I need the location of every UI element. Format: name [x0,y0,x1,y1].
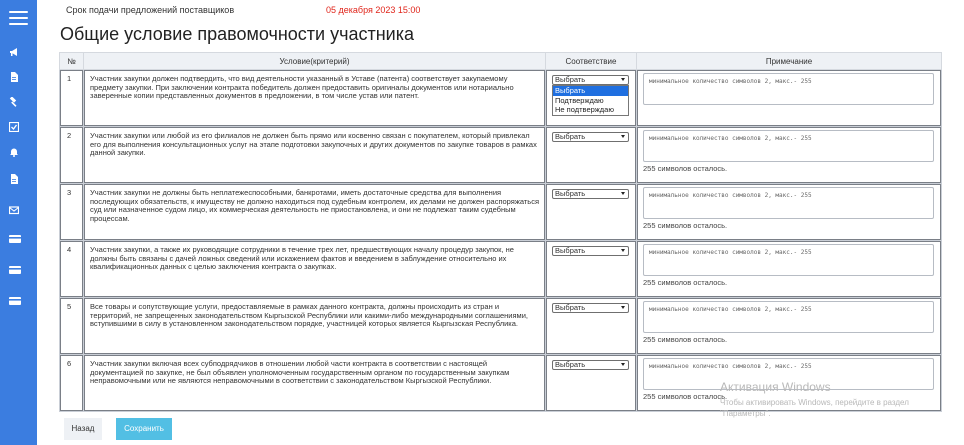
note-textarea[interactable]: минимальное количество символов 2, макс.- 255 [643,301,934,333]
table-row [60,70,942,127]
chevron-down-icon [621,306,625,309]
deadline-label: Срок подачи предложений поставщиков [66,5,235,15]
condition-text: Участник закупки включая всех субподрядчиков в отношении любой части контракта в соответствии с настоящей документацией по закупке, не был объявлен уполномоченным государственным органом по государственным закупкам неправомочными или не являются неправомочными в соответствии с законодательством Кыргызской Республики. [84,355,546,412]
column-header-match: Соответствие [546,53,637,70]
note-cell [637,184,942,241]
column-header-note: Примечание [637,53,942,70]
match-select[interactable] [552,75,629,85]
condition-text: Участник закупки или любой из его филиалов не должен быть прямо или косвенно связан с покупателем, который привлекал его для выполнения консультационных услуг на этапе подготовки закупочных и других документов по закупке товаров в рамках данной закупки. [84,127,546,184]
note-textarea[interactable]: минимальное количество символов 2, макс.- 255 [643,73,934,105]
card-icon[interactable] [9,296,21,306]
chevron-down-icon [621,192,625,195]
note-cell [637,70,942,127]
chars-remaining: 255 символов осталось. [643,221,728,230]
condition-text: Участник закупки, а также их руководящие сотрудники в течение трех лет, предшествующих началу процедур закупок, не должны быть связаны с дачей ложных сведений или искажением фактов и введением в заблуждение относительно их квалификационных данных с целью заключения контракта о закупках. [84,241,546,298]
main-content [37,0,964,445]
table-row [60,241,942,298]
sidebar [0,0,37,445]
table-row [60,127,942,184]
match-cell [546,355,637,412]
select-value: Выбрать [555,360,586,369]
row-number: 5 [60,298,84,355]
note-textarea[interactable]: минимальное количество символов 2, макс.- 255 [643,358,934,390]
match-select[interactable] [552,189,629,199]
dropdown-option-not-confirm[interactable]: Не подтверждаю [555,105,614,114]
criteria-table [59,52,942,412]
windows-activation-text-2: "Параметры". [720,409,771,418]
select-value: Выбрать [555,132,586,141]
bell-icon[interactable] [9,147,19,157]
match-cell [546,184,637,241]
chars-remaining: 255 символов осталось. [643,335,728,344]
select-value: Выбрать [555,189,586,198]
deadline-value: 05 декабря 2023 15:00 [326,5,421,15]
match-cell [546,70,637,127]
row-number: 2 [60,127,84,184]
row-number: 4 [60,241,84,298]
column-header-condition: Условие(критерий) [84,53,546,70]
note-cell [637,127,942,184]
row-number: 1 [60,70,84,127]
condition-text: Участник закупки не должны быть неплатежеспособными, банкротами, иметь достаточные средства для выполнения последующих обязательств, к имуществу не должно находиться под судебным контролем, их делами не должен распоряжаться суд или назначенное судом лицо, их коммерческая деятельность не приостановлена, и они не подлежат таким судебным процессам. [84,184,546,241]
row-number: 3 [60,184,84,241]
table-header-row [60,53,942,70]
match-cell [546,241,637,298]
chars-remaining: 255 символов осталось. [643,278,728,287]
note-textarea[interactable]: минимальное количество символов 2, макс.- 255 [643,244,934,276]
back-button[interactable]: Назад [64,418,102,440]
hammer-icon[interactable] [9,97,19,107]
chars-remaining: 255 символов осталось. [643,392,728,401]
checklist-icon[interactable] [9,122,19,132]
note-cell [637,241,942,298]
windows-activation-text: Чтобы активировать Windows, перейдите в раздел [720,398,909,407]
note-cell [637,298,942,355]
page-title: Общие условие правомочности участника [60,24,414,44]
match-dropdown [552,85,629,116]
match-cell [546,127,637,184]
select-value: Выбрать [555,303,586,312]
condition-text: Все товары и сопутствующие услуги, предоставляемые в рамках данного контракта, должны происходить из стран и территорий, не запрещенных законодательством Кыргызской Республики или какими-либо международными соглашениями, вступившими в силу в установленном законодательством порядке, участницей которых является Кыргызская Республика. [84,298,546,355]
match-select[interactable] [552,132,629,142]
match-select[interactable] [552,246,629,256]
dropdown-option-select[interactable]: Выбрать [553,86,628,96]
chevron-down-icon [621,78,625,81]
document-icon[interactable] [9,72,19,82]
select-value: Выбрать [555,75,586,84]
match-select[interactable] [552,303,629,313]
note-textarea[interactable]: минимальное количество символов 2, макс.- 255 [643,187,934,219]
chevron-down-icon [621,249,625,252]
select-value: Выбрать [555,246,586,255]
match-cell [546,298,637,355]
card-icon[interactable] [9,265,21,275]
megaphone-icon[interactable] [9,47,19,57]
windows-activation-title: Активация Windows [720,380,831,394]
card-icon[interactable] [9,234,21,244]
save-button[interactable]: Сохранить [116,418,172,440]
mail-icon[interactable] [9,205,19,215]
condition-text: Участник закупки должен подтвердить, что вид деятельности указанный в Уставе (патента) соответствует закупаемому предмету закупки. При заключении контракта победитель должен предоставить оригиналы документов или нотариально заверенные копии представленных документов в предложении, в том числе устав или патент. [84,70,546,127]
note-textarea[interactable]: минимальное количество символов 2, макс.- 255 [643,130,934,162]
file-icon[interactable] [9,174,19,184]
chars-remaining: 255 символов осталось. [643,164,728,173]
chevron-down-icon [621,135,625,138]
table-row [60,184,942,241]
row-number: 6 [60,355,84,412]
chevron-down-icon [621,363,625,366]
dropdown-option-confirm[interactable]: Подтверждаю [555,95,604,105]
menu-icon[interactable] [9,11,28,25]
column-header-number: № [60,53,84,70]
table-row [60,298,942,355]
match-select[interactable] [552,360,629,370]
